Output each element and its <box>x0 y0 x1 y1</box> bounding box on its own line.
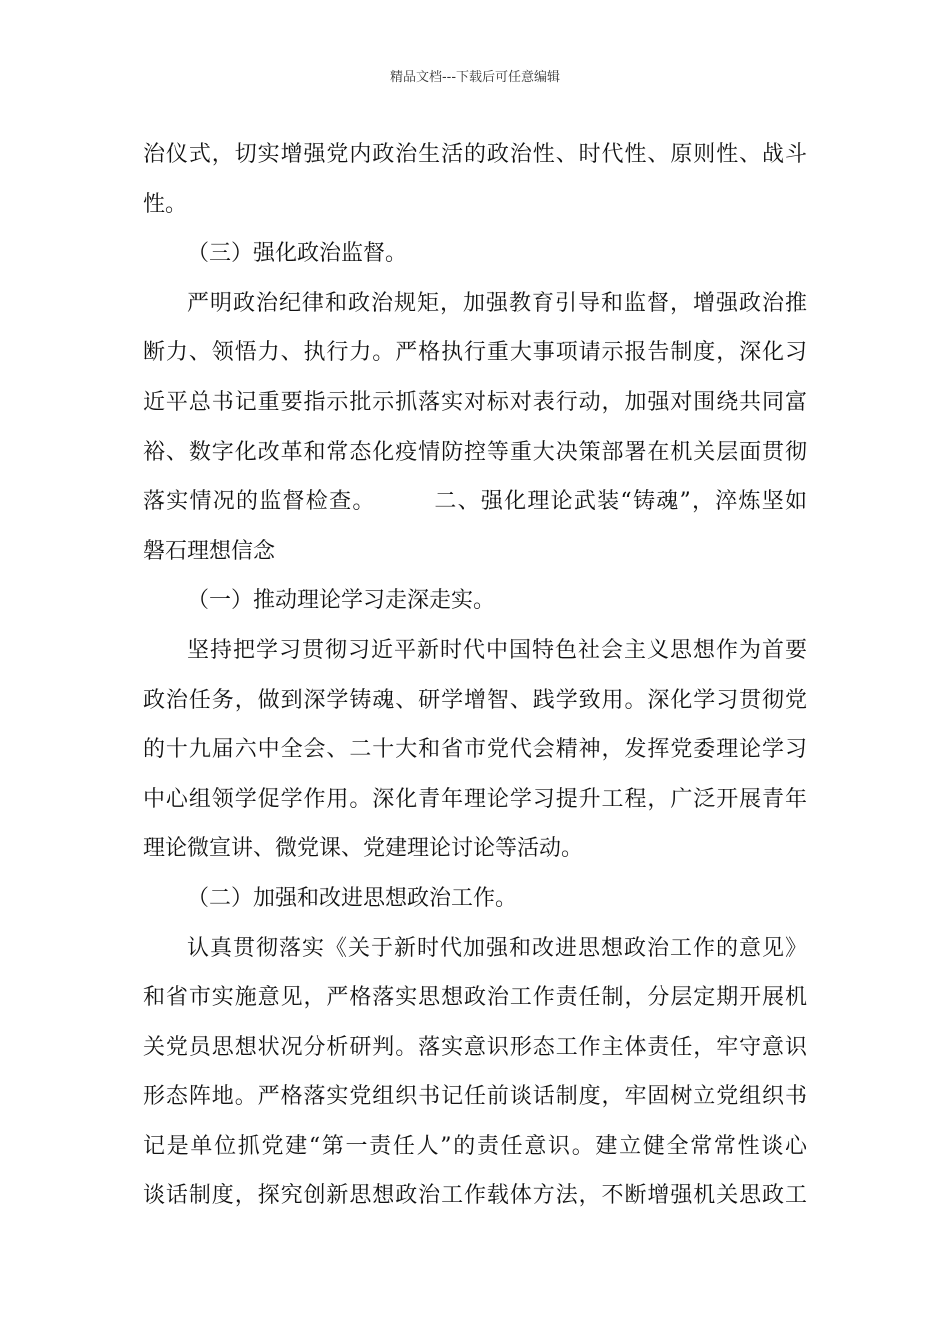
paragraph-first-line: 认真贯彻落实《关于新时代加强和改进思想政治工作的意见》 <box>187 935 807 961</box>
text-line: 理论微宣讲、微党课、党建理论讨论等活动。 <box>143 836 584 862</box>
text-line: 和省市实施意见，严格落实思想政治工作责任制，分层定期开展机 <box>143 985 807 1011</box>
paragraph-first-line: 坚持把学习贯彻习近平新时代中国特色社会主义思想作为首要 <box>187 637 807 663</box>
text-line: 磐石理想信念 <box>143 538 276 564</box>
page-header: 精品文档---下载后可任意编辑 <box>389 70 561 85</box>
section-heading: （一）推动理论学习走深走实。 <box>187 588 496 614</box>
text-line: 落实情况的监督检查。 二、强化理论武装“铸魂”，淬炼坚如 <box>143 489 807 515</box>
text-line: 近平总书记重要指示批示抓落实对标对表行动，加强对围绕共同富 <box>143 389 807 415</box>
document-body <box>143 130 807 1221</box>
text-line: 断力、领悟力、执行力。严格执行重大事项请示报告制度，深化习 <box>143 340 807 366</box>
text-line: 记是单位抓党建“第一责任人”的责任意识。建立健全常常性谈心 <box>143 1133 807 1159</box>
text-line: 中心组领学促学作用。深化青年理论学习提升工程，广泛开展青年 <box>143 786 807 812</box>
section-heading: （二）加强和改进思想政治工作。 <box>187 885 518 911</box>
paragraph-first-line: 严明政治纪律和政治规矩，加强教育引导和监督，增强政治推 <box>187 290 807 316</box>
text-line: 形态阵地。严格落实党组织书记任前谈话制度，牢固树立党组织书 <box>143 1084 807 1110</box>
text-line: 的十九届六中全会、二十大和省市党代会精神，发挥党委理论学习 <box>143 737 807 763</box>
text-line: 关党员思想状况分析研判。落实意识形态工作主体责任，牢守意识 <box>143 1034 807 1060</box>
text-line: 性。 <box>143 191 188 217</box>
section-heading: （三）强化政治监督。 <box>187 241 408 267</box>
text-line: 谈话制度，探究创新思想政治工作载体方法，不断增强机关思政工 <box>143 1183 807 1209</box>
text-line: 治仪式，切实增强党内政治生活的政治性、时代性、原则性、战斗 <box>143 142 807 167</box>
text-line: 裕、数字化改革和常态化疫情防控等重大决策部署在机关层面贯彻 <box>143 439 807 465</box>
text-line: 政治任务，做到深学铸魂、研学增智、践学致用。深化学习贯彻党 <box>143 687 807 713</box>
